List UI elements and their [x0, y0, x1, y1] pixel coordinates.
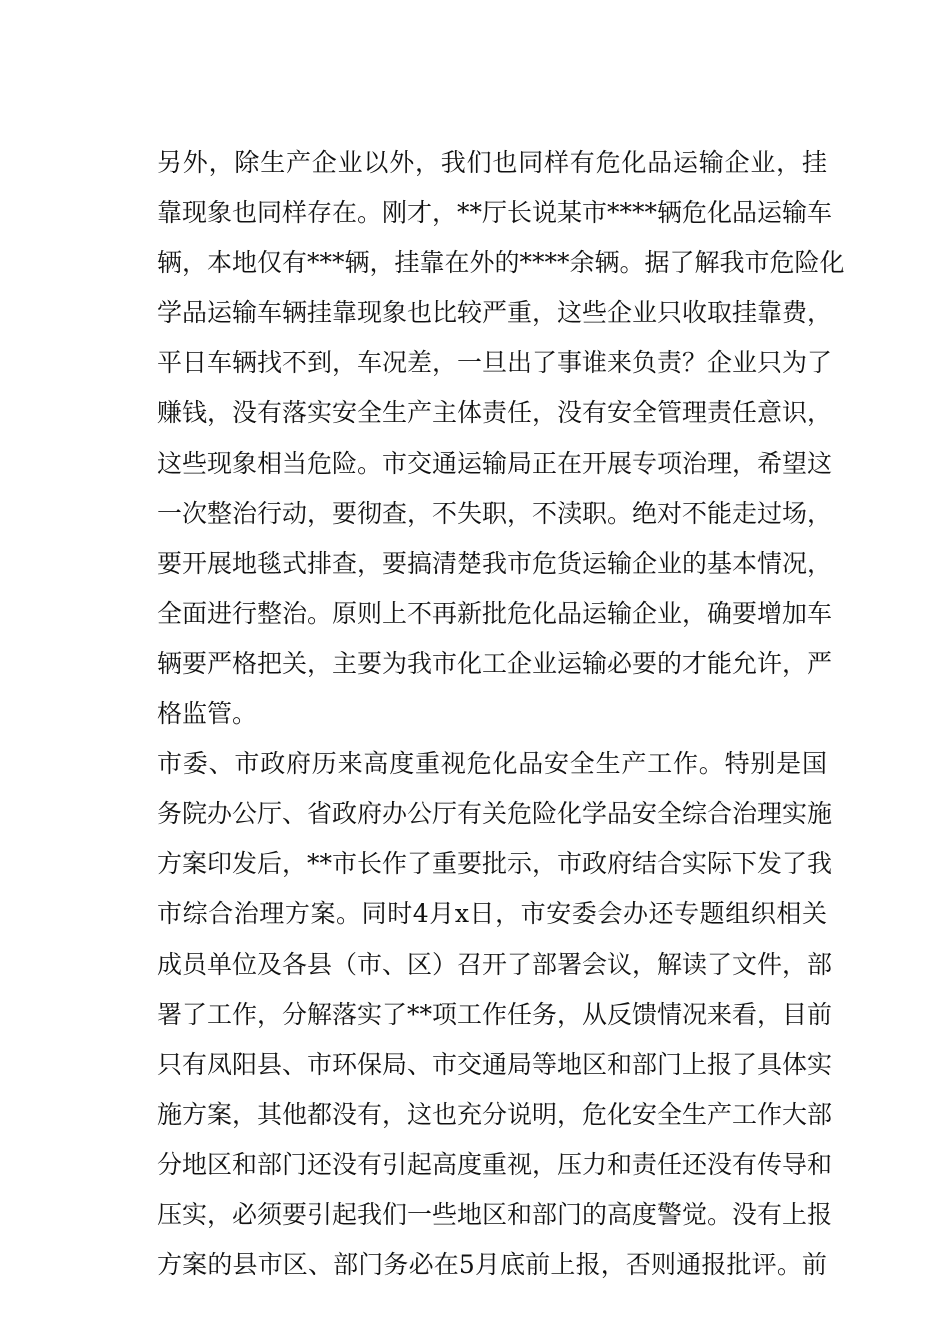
paragraph-1 [157, 138, 845, 739]
paragraph-2-line-7: 只有凤阳县、市环保局、市交通局等地区和部门上报了具体实 [157, 1049, 833, 1079]
paragraph-2-line-11: 方案的县市区、部门务必在5月底前上报，否则通报批评。前 [157, 1250, 827, 1280]
paragraph-2 [157, 739, 833, 1290]
paragraph-1-line-4: 学品运输车辆挂靠现象也比较严重，这些企业只收取挂靠费， [157, 298, 833, 328]
paragraph-2-line-10: 压实，必须要引起我们一些地区和部门的高度警觉。没有上报 [157, 1199, 833, 1229]
paragraph-2-line-5: 成员单位及各县（市、区）召开了部署会议，解读了文件，部 [157, 949, 833, 979]
paragraph-1-line-10: 全面进行整治。原则上不再新批危化品运输企业，确要增加车 [157, 598, 833, 628]
paragraph-1-line-12: 格监管。 [157, 699, 258, 729]
paragraph-1-line-1: 另外，除生产企业以外，我们也同样有危化品运输企业，挂 [157, 148, 827, 177]
paragraph-1-line-11: 辆要严格把关，主要为我市化工企业运输必要的才能允许，严 [157, 648, 833, 678]
paragraph-2-line-3: 方案印发后，**市长作了重要批示，市政府结合实际下发了我 [157, 849, 833, 879]
paragraph-2-line-4: 市综合治理方案。同时4月x日，市安委会办还专题组织相关 [157, 899, 827, 929]
paragraph-2-line-9: 分地区和部门还没有引起高度重视，压力和责任还没有传导和 [157, 1149, 833, 1179]
paragraph-1-line-7: 这些现象相当危险。市交通运输局正在开展专项治理，希望这 [157, 448, 833, 478]
paragraph-2-line-1: 市委、市政府历来高度重视危化品安全生产工作。特别是国 [157, 749, 827, 779]
paragraph-1-line-2: 靠现象也同样存在。刚才，**厅长说某市****辆危化品运输车 [157, 198, 833, 228]
paragraph-1-line-6: 赚钱，没有落实安全生产主体责任，没有安全管理责任意识， [157, 398, 833, 428]
paragraph-2-line-2: 务院办公厅、省政府办公厅有关危险化学品安全综合治理实施 [157, 799, 833, 829]
paragraph-1-line-8: 一次整治行动，要彻查，不失职，不渎职。绝对不能走过场， [157, 498, 833, 528]
paragraph-1-line-5: 平日车辆找不到，车况差，一旦出了事谁来负责？企业只为了 [157, 348, 833, 378]
paragraph-1-line-9: 要开展地毯式排查，要搞清楚我市危货运输企业的基本情况， [157, 548, 833, 578]
paragraph-1-line-3: 辆，本地仅有***辆，挂靠在外的****余辆。据了解我市危险化 [157, 248, 845, 278]
paragraph-2-line-8: 施方案，其他都没有，这也充分说明，危化安全生产工作大部 [157, 1099, 833, 1129]
paragraph-2-line-6: 署了工作，分解落实了**项工作任务，从反馈情况来看，目前 [157, 999, 833, 1029]
document-body [157, 138, 845, 1290]
